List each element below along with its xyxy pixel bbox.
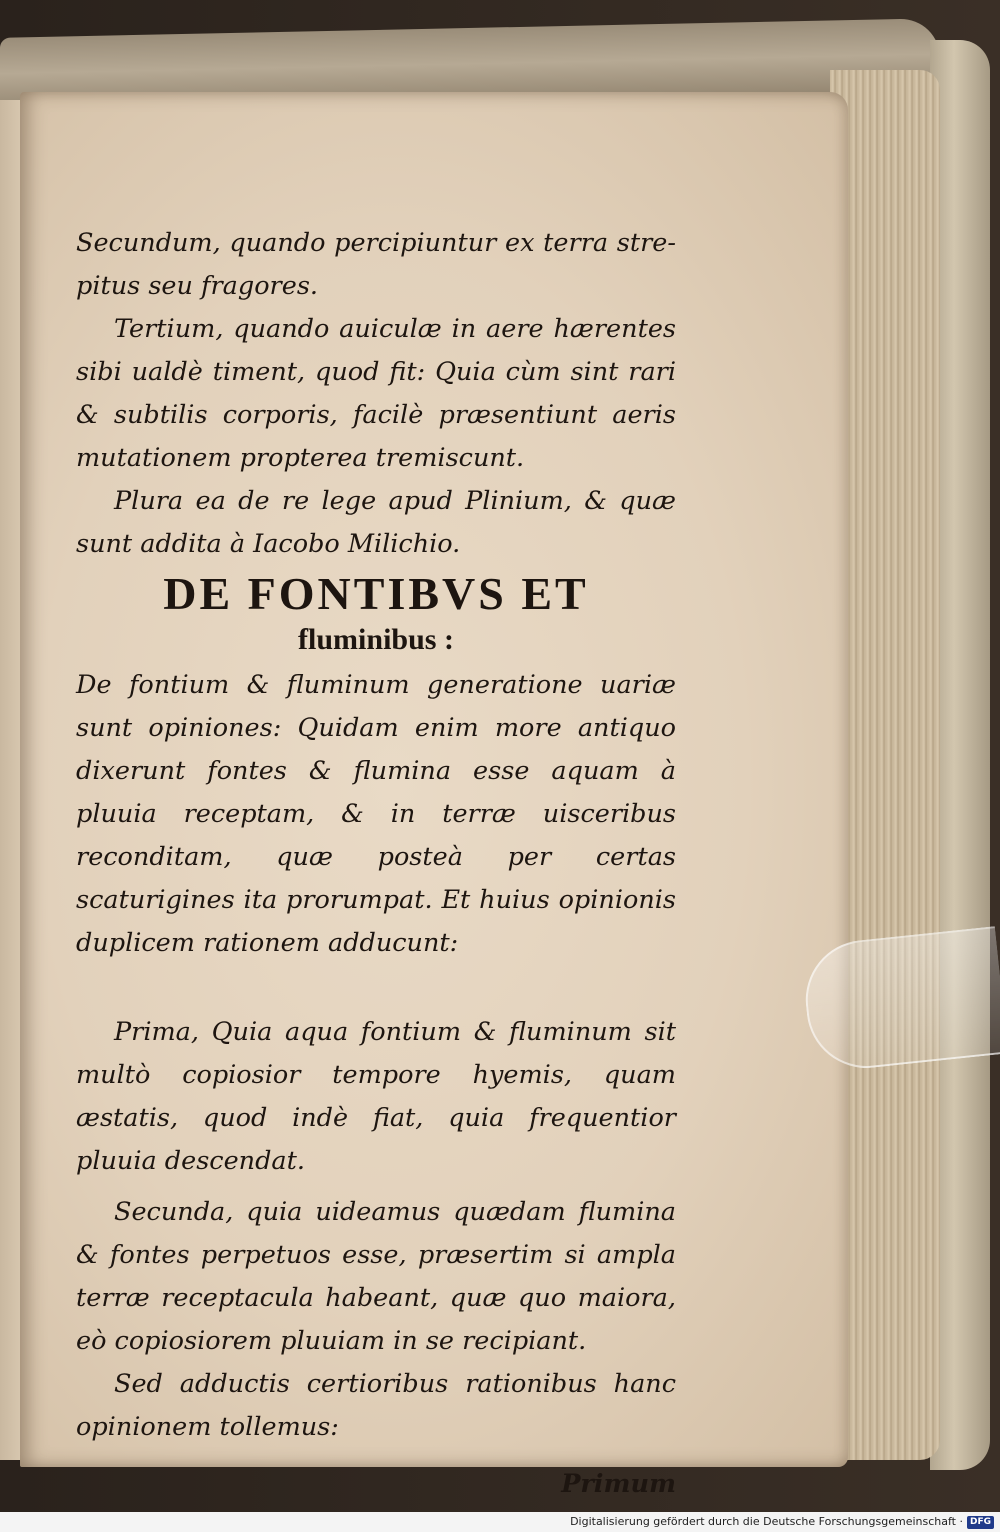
paragraph: De fontium & fluminum generatione uariæ sunt opiniones: Quidam enim more antiquo dixerunt fontes & flumina esse aquam à pluuia receptam, & in terræ uisceribus reconditam, quæ posteà per certas scaturigines ita prorumpat. Et huius opinionis duplicem rationem adducunt: [76, 670, 676, 958]
catchword: Primum [561, 1469, 676, 1499]
footer-credit: Digitalisierung gefördert durch die Deutsche Forschungsgemeinschaft · [570, 1515, 963, 1528]
paragraph: Secundum, quando percipiuntur ex terra strepitus seu fragores. [76, 228, 676, 301]
dfg-logo: DFG [967, 1516, 994, 1529]
paragraph: Plura ea de re lege apud Plinium, & quæ sunt addita à Iacobo Milichio. [76, 486, 676, 559]
paragraph: Sed adductis certioribus rationibus hanc opinionem tollemus: [76, 1369, 676, 1442]
paragraph: Secunda, quia uideamus quædam flumina & fontes perpetuos esse, præsertim si ampla terræ receptacula habeant, quæ quo maiora, eò copiosiorem pluuiam in se recipiant. [76, 1197, 676, 1356]
paragraph: Tertium, quando auiculæ in aere hærentes sibi ualdè timent, quod fit: Quia cùm sint rari & subtilis corporis, facilè præsentiunt aeris mutationem propterea tremiscunt. [76, 314, 676, 473]
paragraph: Prima, Quia aqua fontium & fluminum sit multò copiosior tempore hyemis, quam æstatis, quod indè fiat, quia frequentior pluuia descendat. [76, 1017, 676, 1176]
section-heading: DE FONTIBVS ET [163, 568, 589, 619]
book-page [20, 92, 848, 1499]
page-text-block [76, 222, 676, 1506]
section-subheading: fluminibus : [298, 623, 454, 656]
digitization-footer [0, 1512, 1000, 1532]
